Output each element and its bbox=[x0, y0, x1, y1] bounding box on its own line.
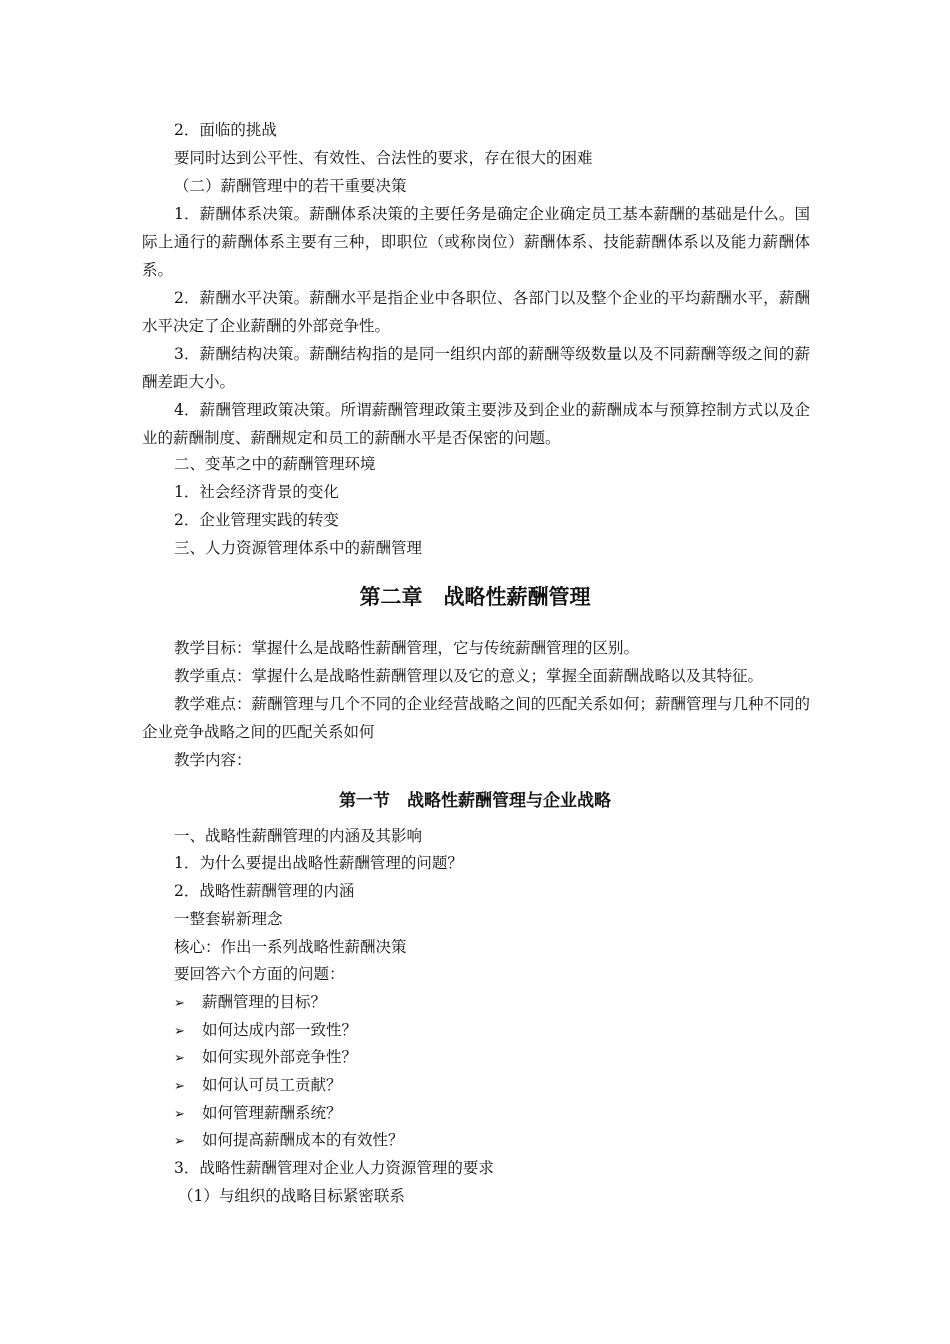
arrow-bullet-icon: ➢ bbox=[174, 1079, 185, 1094]
chapter-title: 第二章 战略性薪酬管理 bbox=[359, 585, 591, 609]
text-line: （1）与组织的战略目标紧密联系 bbox=[178, 1187, 405, 1205]
arrow-bullet-icon: ➢ bbox=[174, 1024, 185, 1039]
text-line: 要同时达到公平性、有效性、合法性的要求，存在很大的困难 bbox=[174, 149, 593, 167]
text-line: 2．战略性薪酬管理的内涵 bbox=[174, 882, 355, 900]
text-line: 一整套崭新理念 bbox=[174, 910, 283, 928]
list-item bbox=[174, 1047, 357, 1069]
arrow-bullet-icon: ➢ bbox=[174, 1134, 185, 1149]
paragraph: 3．薪酬结构决策。薪酬结构指的是同一组织内部的薪酬等级数量以及不同薪酬等级之间的薪酬差距大小。 bbox=[142, 345, 810, 391]
teaching-difficulty: 教学难点：薪酬管理与几个不同的企业经营战略之间的匹配关系如何；薪酬管理与几种不同的企业竞争战略之间的匹配关系如何 bbox=[142, 695, 810, 741]
list-item bbox=[174, 992, 326, 1014]
list-item-text: 如何达成内部一致性？ bbox=[202, 1021, 358, 1039]
list-item bbox=[174, 1020, 357, 1042]
teaching-focus: 教学重点：掌握什么是战略性薪酬管理以及它的意义；掌握全面薪酬战略以及其特征。 bbox=[174, 667, 764, 685]
heading-line: 一、战略性薪酬管理的内涵及其影响 bbox=[174, 827, 423, 845]
arrow-bullet-icon: ➢ bbox=[174, 1051, 185, 1066]
list-item-text: 如何认可员工贡献？ bbox=[202, 1076, 342, 1094]
text-line: 1．为什么要提出战略性薪酬管理的问题？ bbox=[174, 854, 463, 872]
section-title: 第一节 战略性薪酬管理与企业战略 bbox=[339, 791, 611, 811]
text-line: 3．战略性薪酬管理对企业人力资源管理的要求 bbox=[174, 1159, 494, 1177]
heading-line: 二、变革之中的薪酬管理环境 bbox=[174, 455, 376, 473]
list-item bbox=[174, 1103, 342, 1125]
list-item-text: 如何管理薪酬系统？ bbox=[202, 1104, 342, 1122]
text-line: （二）薪酬管理中的若干重要决策 bbox=[174, 177, 407, 195]
text-line: 2．面临的挑战 bbox=[174, 121, 277, 139]
text-line: 2．企业管理实践的转变 bbox=[174, 511, 339, 529]
text-line: 要回答六个方面的问题： bbox=[174, 965, 345, 983]
teaching-goal: 教学目标：掌握什么是战略性薪酬管理，它与传统薪酬管理的区别。 bbox=[174, 639, 640, 657]
list-item-text: 薪酬管理的目标？ bbox=[202, 993, 327, 1011]
teaching-content: 教学内容： bbox=[174, 751, 252, 769]
arrow-bullet-icon: ➢ bbox=[174, 996, 185, 1011]
arrow-bullet-icon: ➢ bbox=[174, 1107, 185, 1122]
text-line: 核心：作出一系列战略性薪酬决策 bbox=[174, 938, 407, 956]
paragraph: 4．薪酬管理政策决策。所谓薪酬管理政策主要涉及到企业的薪酬成本与预算控制方式以及企业的薪酬制度、薪酬规定和员工的薪酬水平是否保密的问题。 bbox=[142, 401, 810, 447]
list-item-text: 如何实现外部竞争性？ bbox=[202, 1048, 358, 1066]
list-item-text: 如何提高薪酬成本的有效性？ bbox=[202, 1131, 404, 1149]
paragraph: 2．薪酬水平决策。薪酬水平是指企业中各职位、各部门以及整个企业的平均薪酬水平，薪酬水平决定了企业薪酬的外部竞争性。 bbox=[142, 289, 810, 335]
heading-line: 三、人力资源管理体系中的薪酬管理 bbox=[174, 539, 423, 557]
paragraph: 1．薪酬体系决策。薪酬体系决策的主要任务是确定企业确定员工基本薪酬的基础是什么。国际上通行的薪酬体系主要有三种，即职位（或称岗位）薪酬体系、技能薪酬体系以及能力薪酬体系。 bbox=[142, 205, 810, 279]
list-item bbox=[174, 1075, 342, 1097]
list-item bbox=[174, 1130, 404, 1152]
text-line: 1．社会经济背景的变化 bbox=[174, 483, 339, 501]
